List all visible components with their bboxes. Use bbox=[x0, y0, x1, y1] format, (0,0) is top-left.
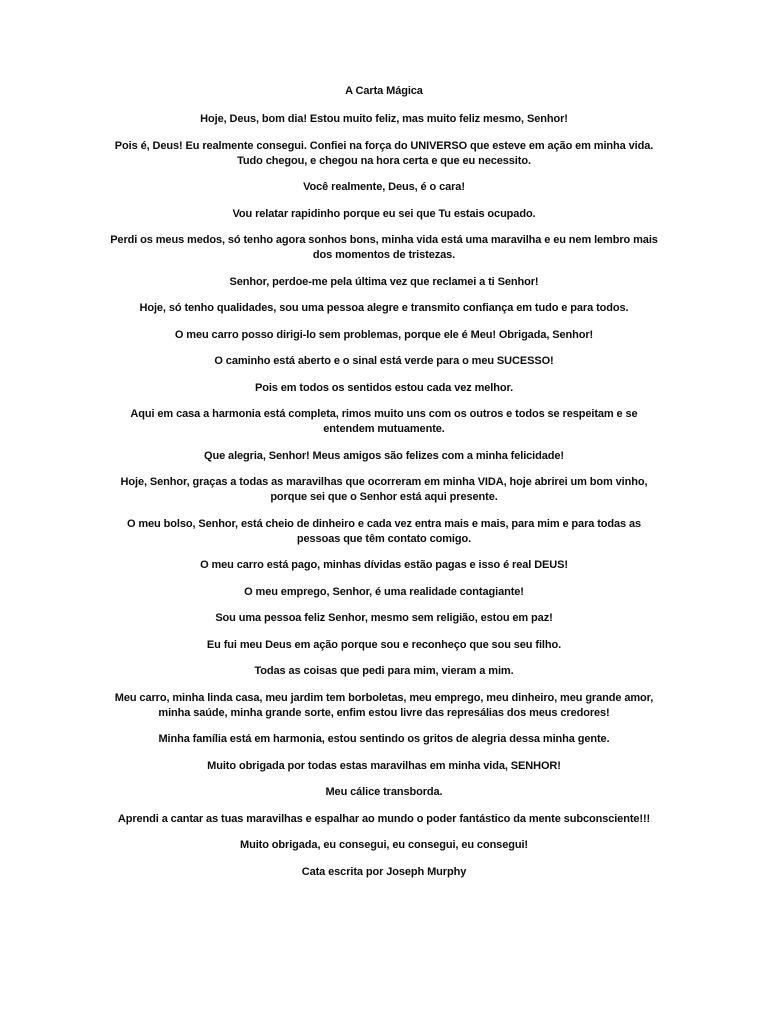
paragraph: Hoje, Senhor, graças a todas as maravilhas que ocorreram em minha VIDA, hoje abrirei um bom vinho, porque sei que o Senhor está aqui presente. bbox=[120, 476, 648, 503]
paragraph: O meu carro está pago, minhas dívidas estão pagas e isso é real DEUS! bbox=[200, 559, 568, 571]
paragraph: O meu emprego, Senhor, é uma realidade contagiante! bbox=[244, 585, 524, 598]
paragraph: O meu bolso, Senhor, está cheio de dinheiro e cada vez entra mais e mais, para mim e para todas as pessoas que têm contato comigo. bbox=[126, 517, 642, 545]
paragraph: Aqui em casa a harmonia está completa, rimos muito uns com os outros e todos se respeitam e se entendem mutuamente. bbox=[130, 408, 638, 435]
paragraph: O caminho está aberto e o sinal está verde para o meu SUCESSO! bbox=[214, 355, 554, 367]
paragraph: Meu carro, minha linda casa, meu jardim tem borboletas, meu emprego, meu dinheiro, meu grande amor, minha saúde, minha grande sorte, enfim estou livre das represálias dos meus credores! bbox=[114, 691, 654, 719]
paragraph: Todas as coisas que pedi para mim, vieram a mim. bbox=[254, 665, 514, 677]
paragraph: Meu cálice transborda. bbox=[325, 786, 443, 798]
paragraph: Você realmente, Deus, é o cara! bbox=[303, 181, 465, 193]
paragraph: O meu carro posso dirigi-lo sem problemas, porque ele é Meu! Obrigada, Senhor! bbox=[174, 328, 594, 341]
credit-line: Cata escrita por Joseph Murphy bbox=[301, 865, 467, 878]
paragraph: Muito obrigada, eu consegui, eu consegui, eu consegui! bbox=[240, 839, 528, 851]
document-content bbox=[104, 0, 664, 880]
paragraph: Perdi os meus medos, só tenho agora sonhos bons, minha vida está uma maravilha e eu nem lembro mais dos momentos de tristezas. bbox=[110, 234, 658, 261]
document-title: A Carta Mágica bbox=[345, 85, 423, 97]
paragraph: Minha família está em harmonia, estou sentindo os gritos de alegria dessa minha gente. bbox=[158, 733, 610, 745]
paragraph: Sou uma pessoa feliz Senhor, mesmo sem religião, estou em paz! bbox=[215, 612, 553, 624]
paragraph: Hoje, só tenho qualidades, sou uma pessoa alegre e transmito confiança em tudo e para todos. bbox=[139, 302, 629, 314]
paragraph: Pois é, Deus! Eu realmente consegui. Confiei na força do UNIVERSO que esteve em ação em minha vida. Tudo chegou, e chegou na hora certa e que eu necessito. bbox=[114, 139, 654, 167]
paragraph: Muito obrigada por todas estas maravilhas em minha vida, SENHOR! bbox=[207, 759, 561, 772]
paragraph: Eu fui meu Deus em ação porque sou e reconheço que sou seu filho. bbox=[206, 638, 562, 651]
paragraph: Que alegria, Senhor! Meus amigos são felizes com a minha felicidade! bbox=[204, 449, 564, 462]
paragraph: Aprendi a cantar as tuas maravilhas e espalhar ao mundo o poder fantástico da mente subconsciente!!! bbox=[117, 812, 651, 825]
paragraph: Pois em todos os sentidos estou cada vez melhor. bbox=[254, 381, 514, 394]
paragraph: Senhor, perdoe-me pela última vez que reclamei a ti Senhor! bbox=[229, 275, 539, 288]
paragraph: Vou relatar rapidinho porque eu sei que Tu estais ocupado. bbox=[232, 207, 536, 220]
paragraph: Hoje, Deus, bom dia! Estou muito feliz, mas muito feliz mesmo, Senhor! bbox=[200, 113, 568, 125]
